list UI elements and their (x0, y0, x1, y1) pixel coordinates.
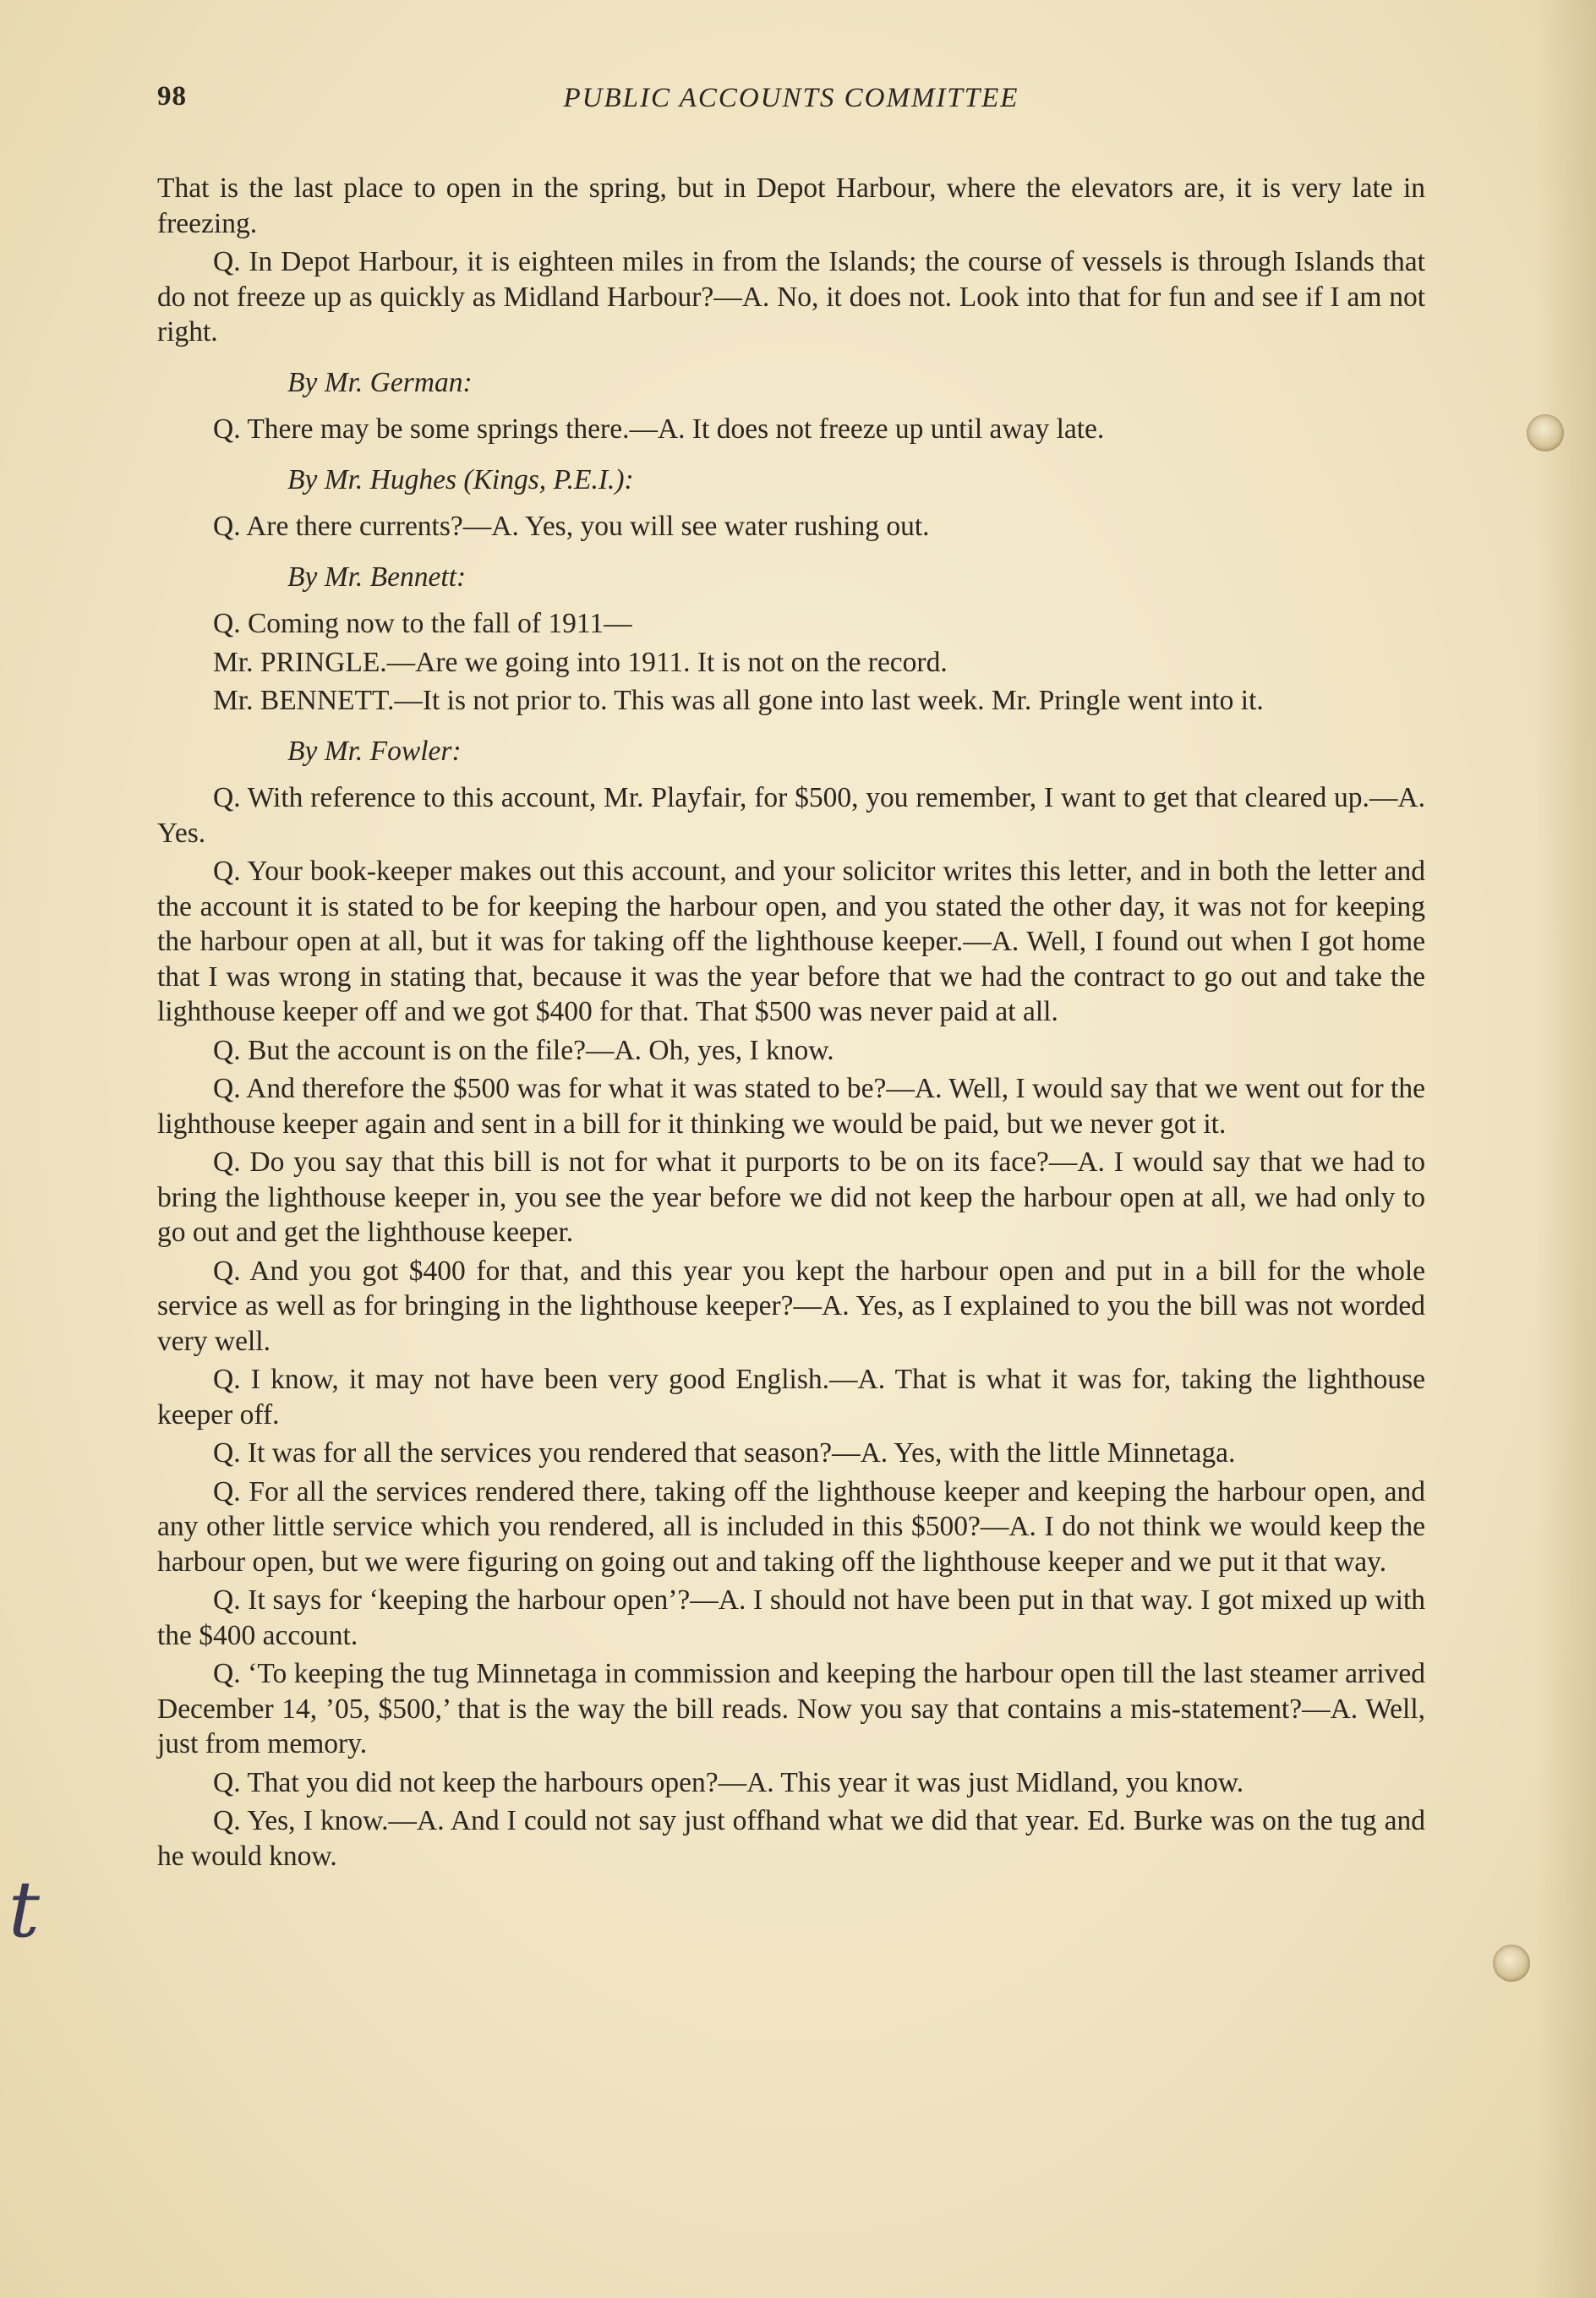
testimony-paragraph: Q. Your book-keeper makes out this account, and your solicitor writes this letter, and in both the letter and the account it is stated to be for keeping the harbour open, and you stated the other day, it was not for keeping the harbour open at all, but it was for taking off the lighthouse keeper.—A. Well, I found out when I got home that I was wrong in stating that, because it was the year before that we had the contract to go out and take the lighthouse keeper off and we got $400 for that. That $500 was never paid at all. (157, 856, 1425, 1027)
testimony-paragraph: Q. It was for all the services you rendered that season?—A. Yes, with the little Minnetaga. (213, 1437, 1236, 1469)
testimony-paragraph: Q. I know, it may not have been very good English.—A. That is what it was for, taking the lighthouse keeper off. (157, 1364, 1425, 1431)
testimony-body (157, 171, 1425, 1877)
testimony-paragraph: Q. There may be some springs there.—A. It does not freeze up until away late. (213, 413, 1105, 445)
testimony-paragraph: Q. With reference to this account, Mr. Playfair, for $500, you remember, I want to get that cleared up.—A. Yes. (157, 782, 1425, 849)
speaker-heading: By Mr. Hughes (Kings, P.E.I.): (287, 463, 634, 495)
speaker-heading: By Mr. Bennett: (287, 561, 467, 593)
testimony-paragraph: Q. Are there currents?—A. Yes, you will see water rushing out. (213, 511, 930, 542)
testimony-paragraph: Q. But the account is on the file?—A. Oh, yes, I know. (213, 1034, 834, 1066)
testimony-paragraph: That is the last place to open in the spring, but in Depot Harbour, where the elevators are, it is very late in freezing. (157, 172, 1425, 239)
page-number: 98 (157, 81, 187, 112)
testimony-paragraph: Mr. PRINGLE.—Are we going into 1911. It is not on the record. (213, 646, 948, 678)
testimony-paragraph: Q. For all the services rendered there, taking off the lighthouse keeper and keeping the harbour open, and any other little service which you rendered, all is included in this $500?—A. I do not think we would keep the harbour open, but we were figuring on going out and taking off the lighthouse keeper and we put it that way. (157, 1475, 1425, 1578)
testimony-paragraph: Mr. BENNETT.—It is not prior to. This was all gone into last week. Mr. Pringle went into it. (213, 685, 1264, 716)
testimony-paragraph: Q. ‘To keeping the tug Minnetaga in commission and keeping the harbour open till the last steamer arrived December 14, ’05, $500,’ that is the way the bill reads. Now you say that contains a mis-statement?—A. Well, just from memory. (157, 1658, 1425, 1759)
testimony-paragraph: Q. That you did not keep the harbours open?—A. This year it was just Midland, you know. (213, 1766, 1244, 1798)
testimony-paragraph: Q. Yes, I know.—A. And I could not say just offhand what we did that year. Ed. Burke was on the tug and he would know. (157, 1805, 1425, 1872)
testimony-paragraph: Q. And you got $400 for that, and this year you kept the harbour open and put in a bill for the whole service as well as for bringing in the lighthouse keeper?—A. Yes, as I explained to you the bill was not worded very well. (157, 1255, 1425, 1357)
running-head: PUBLIC ACCOUNTS COMMITTEE (563, 83, 1019, 113)
testimony-paragraph: Q. Coming now to the fall of 1911— (213, 608, 632, 639)
testimony-paragraph: Q. And therefore the $500 was for what it was stated to be?—A. Well, I would say that we went out for the lighthouse keeper again and sent in a bill for it thinking we would be paid, but we never got it. (157, 1073, 1425, 1140)
speaker-heading: By Mr. Fowler: (287, 735, 462, 767)
page-edge-shadow (1537, 0, 1596, 2298)
testimony-paragraph: Q. In Depot Harbour, it is eighteen miles in from the Islands; the course of vessels is through Islands that do not freeze up as quickly as Midland Harbour?—A. No, it does not. Look into that for fun and see if I am not right. (157, 246, 1425, 347)
testimony-paragraph: Q. It says for ‘keeping the harbour open’?—A. I should not have been put in that way. I got mixed up with the $400 account. (157, 1584, 1425, 1651)
handwritten-margin-mark: t (8, 1864, 40, 1955)
page-header (157, 81, 1425, 123)
testimony-paragraph: Q. Do you say that this bill is not for what it purports to be on its face?—A. I would say that we had to bring the lighthouse keeper in, you see the year before we did not keep the harbour open at all, we had only to go out and get the lighthouse keeper. (157, 1146, 1425, 1248)
speaker-heading: By Mr. German: (287, 366, 473, 398)
binding-hole-top (1527, 414, 1564, 451)
binding-hole-bottom (1493, 1945, 1530, 1982)
